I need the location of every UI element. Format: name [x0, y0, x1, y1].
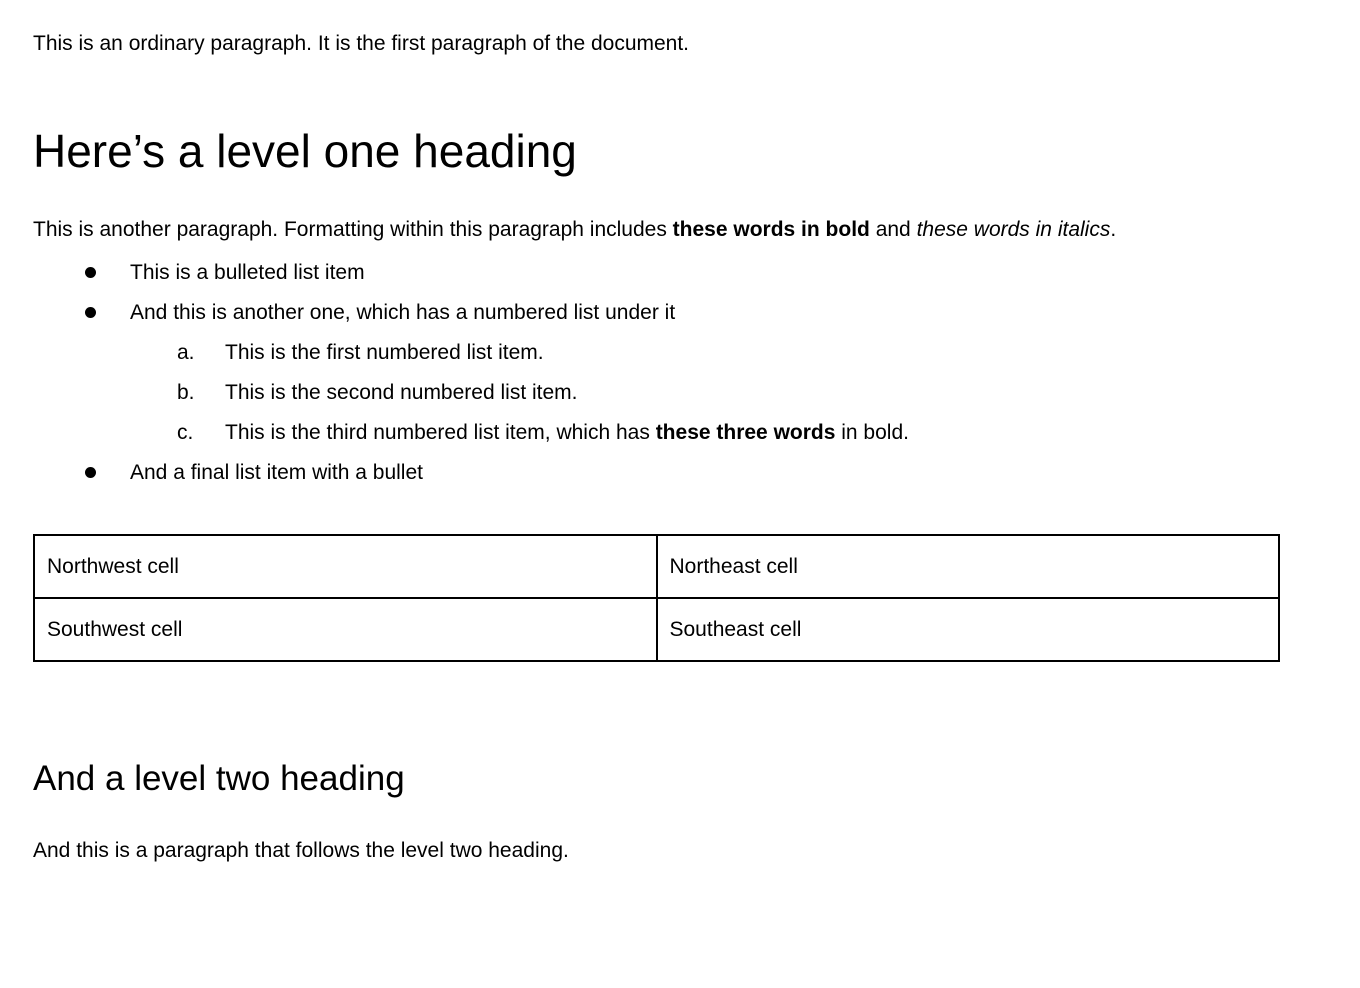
list-item-bullet-3	[33, 453, 1330, 493]
bullet-list	[33, 253, 1330, 493]
formatting-paragraph-connector: and	[869, 218, 917, 241]
bullet-icon	[85, 307, 96, 318]
closing-paragraph: And this is a paragraph that follows the level two heading.	[33, 839, 569, 862]
intro-paragraph: This is an ordinary paragraph. It is the first paragraph of the document.	[33, 32, 690, 55]
table-cell-northwest: Northwest cell	[34, 535, 657, 598]
list-item-numbered-c	[33, 413, 1330, 453]
list-item-text: This is the third numbered list item, which has	[225, 421, 656, 444]
list-marker-c: c.	[177, 421, 194, 444]
table-cell-southeast: Southeast cell	[657, 598, 1280, 661]
formatting-paragraph	[33, 210, 1330, 250]
list-item-bullet-2	[33, 293, 1330, 333]
formatting-paragraph-plain: This is another paragraph. Formatting within this paragraph includes	[33, 218, 673, 241]
list-item-bullet-1	[33, 253, 1330, 293]
bullet-icon	[85, 467, 96, 478]
table-cell-northeast: Northeast cell	[657, 535, 1280, 598]
list-marker-a: a.	[177, 341, 195, 364]
heading-level-one: Here’s a level one heading	[33, 125, 577, 177]
bold-phrase: these words in bold	[672, 218, 870, 241]
table-row	[34, 598, 1279, 661]
list-item-text: This is the second numbered list item.	[225, 381, 578, 404]
formatting-paragraph-period: .	[1110, 218, 1117, 241]
list-item-text: And a final list item with a bullet	[130, 461, 423, 484]
heading-level-two: And a level two heading	[33, 759, 405, 798]
list-item-text: And this is another one, which has a numbered list under it	[130, 301, 676, 324]
list-item-text: This is the first numbered list item.	[225, 341, 544, 364]
content-table	[33, 534, 1280, 662]
bullet-icon	[85, 267, 96, 278]
table-row	[34, 535, 1279, 598]
list-item-numbered-a	[33, 333, 1330, 373]
list-item-text: This is a bulleted list item	[130, 261, 365, 284]
list-item-text: in bold.	[835, 421, 909, 444]
list-marker-b: b.	[177, 381, 195, 404]
list-item-numbered-b	[33, 373, 1330, 413]
bold-phrase: these three words	[655, 421, 836, 444]
italic-phrase: these words in italics	[916, 218, 1111, 241]
table-cell-southwest: Southwest cell	[34, 598, 657, 661]
